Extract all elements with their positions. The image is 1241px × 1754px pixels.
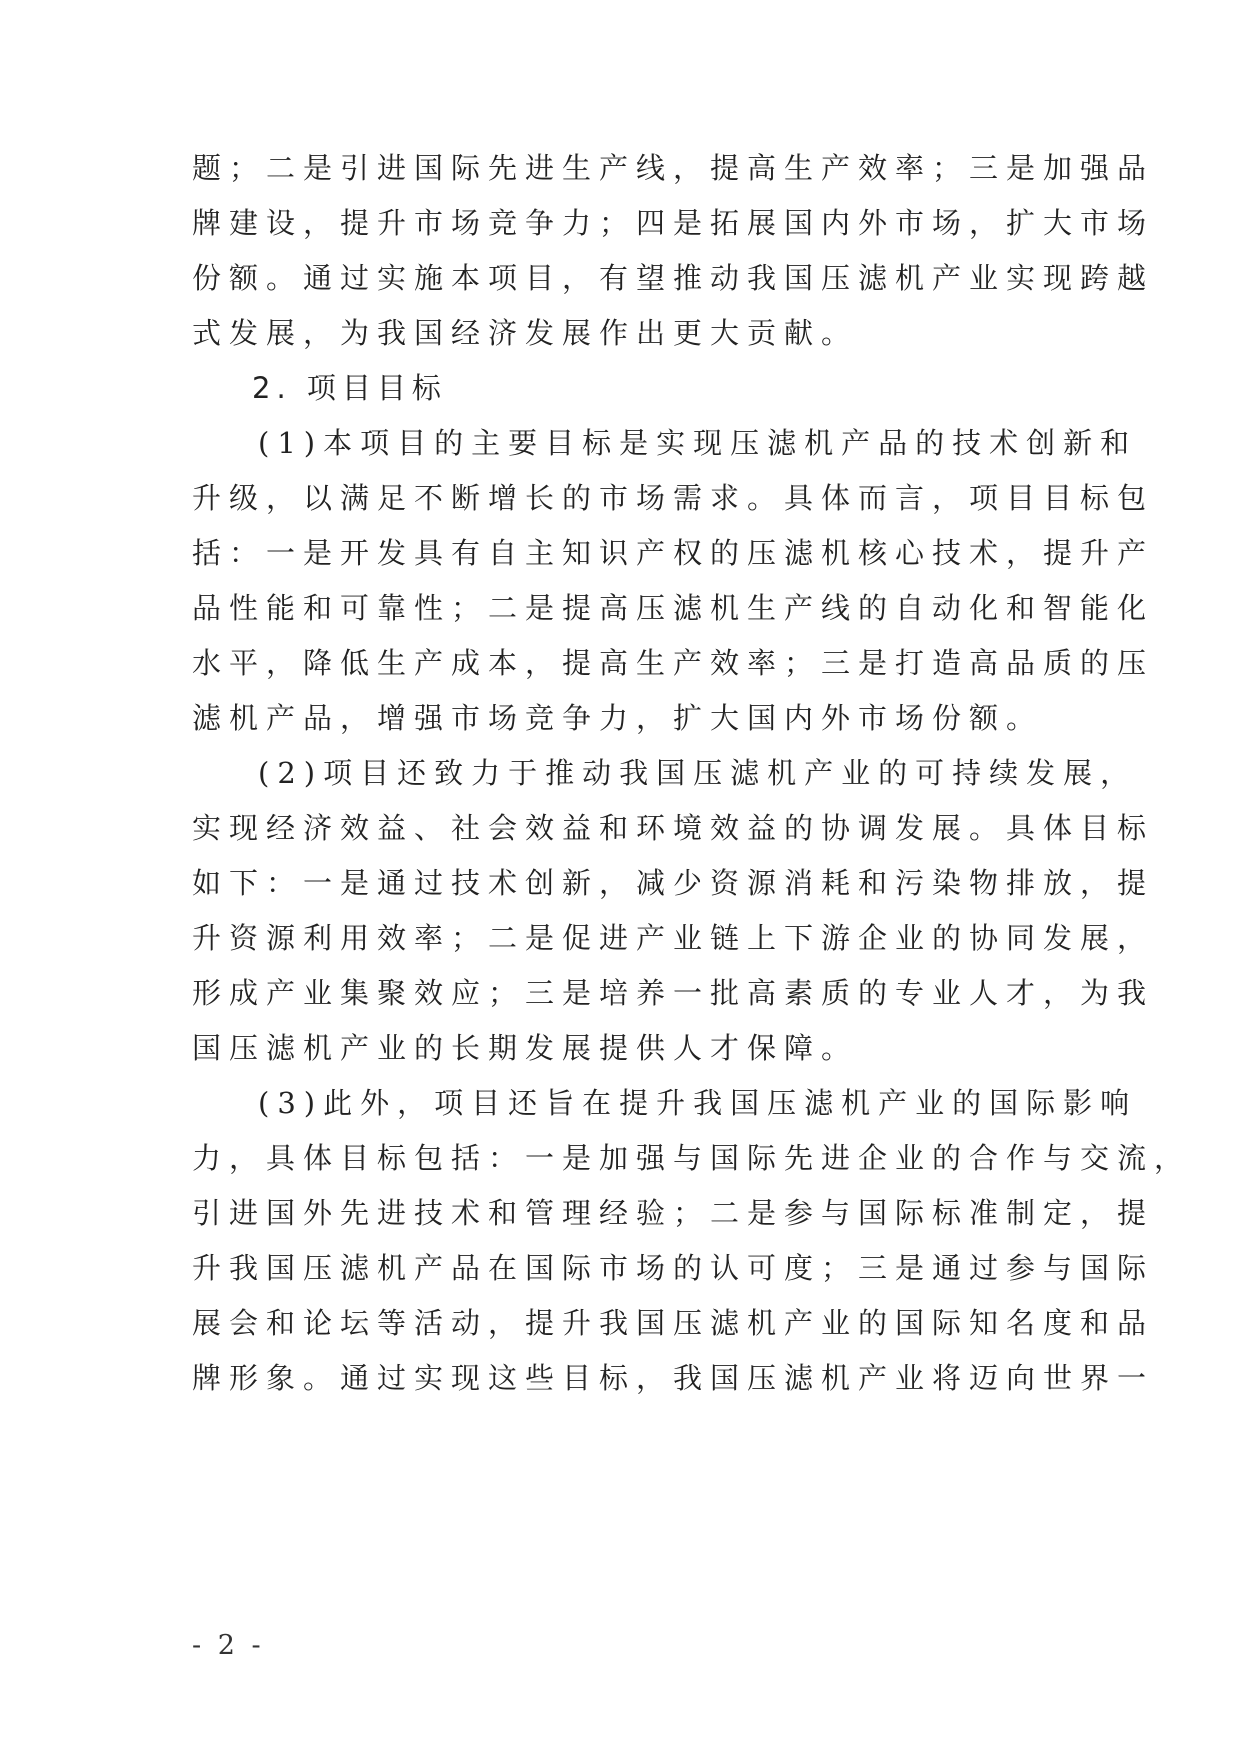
body-text-line: 品性能和可靠性；二是提高压滤机生产线的自动化和智能化 bbox=[192, 591, 1155, 625]
body-text-line: 实现经济效益、社会效益和环境效益的协调发展。具体目标 bbox=[192, 811, 1155, 845]
body-text-line: 力，具体目标包括：一是加强与国际先进企业的合作与交流， bbox=[192, 1141, 1192, 1175]
body-text-line: 括：一是开发具有自主知识产权的压滤机核心技术，提升产 bbox=[192, 536, 1155, 570]
body-text-line: 牌建设，提升市场竞争力；四是拓展国内外市场，扩大市场 bbox=[192, 206, 1155, 240]
body-text-line: 展会和论坛等活动，提升我国压滤机产业的国际知名度和品 bbox=[192, 1306, 1155, 1340]
body-text-line: 牌形象。通过实现这些目标，我国压滤机产业将迈向世界一 bbox=[192, 1361, 1155, 1395]
body-text-line: 升我国压滤机产品在国际市场的认可度；三是通过参与国际 bbox=[192, 1251, 1155, 1285]
section-heading: 2. 项目目标 bbox=[252, 371, 447, 405]
body-text-line: 升级，以满足不断增长的市场需求。具体而言，项目目标包 bbox=[192, 481, 1155, 515]
body-text-line: 引进国外先进技术和管理经验；二是参与国际标准制定，提 bbox=[192, 1196, 1155, 1230]
body-text-line: 份额。通过实施本项目，有望推动我国压滤机产业实现跨越 bbox=[192, 261, 1155, 295]
body-text-line: (3)此外，项目还旨在提升我国压滤机产业的国际影响 bbox=[258, 1086, 1138, 1120]
page-number: - 2 - bbox=[192, 1630, 265, 1661]
body-text-line: (2)项目还致力于推动我国压滤机产业的可持续发展， bbox=[258, 756, 1138, 790]
body-text-line: 升资源利用效率；二是促进产业链上下游企业的协同发展， bbox=[192, 921, 1155, 955]
body-text-line: 滤机产品，增强市场竞争力，扩大国内外市场份额。 bbox=[192, 701, 1044, 735]
body-text-line: 式发展，为我国经济发展作出更大贡献。 bbox=[192, 316, 859, 350]
body-text-line: (1)本项目的主要目标是实现压滤机产品的技术创新和 bbox=[258, 426, 1138, 460]
body-text-line: 水平，降低生产成本，提高生产效率；三是打造高品质的压 bbox=[192, 646, 1155, 680]
body-text-line: 如下：一是通过技术创新，减少资源消耗和污染物排放，提 bbox=[192, 866, 1155, 900]
body-text-line: 国压滤机产业的长期发展提供人才保障。 bbox=[192, 1031, 859, 1065]
body-text-line: 形成产业集聚效应；三是培养一批高素质的专业人才，为我 bbox=[192, 976, 1155, 1010]
body-text-line: 题；二是引进国际先进生产线，提高生产效率；三是加强品 bbox=[192, 151, 1155, 185]
